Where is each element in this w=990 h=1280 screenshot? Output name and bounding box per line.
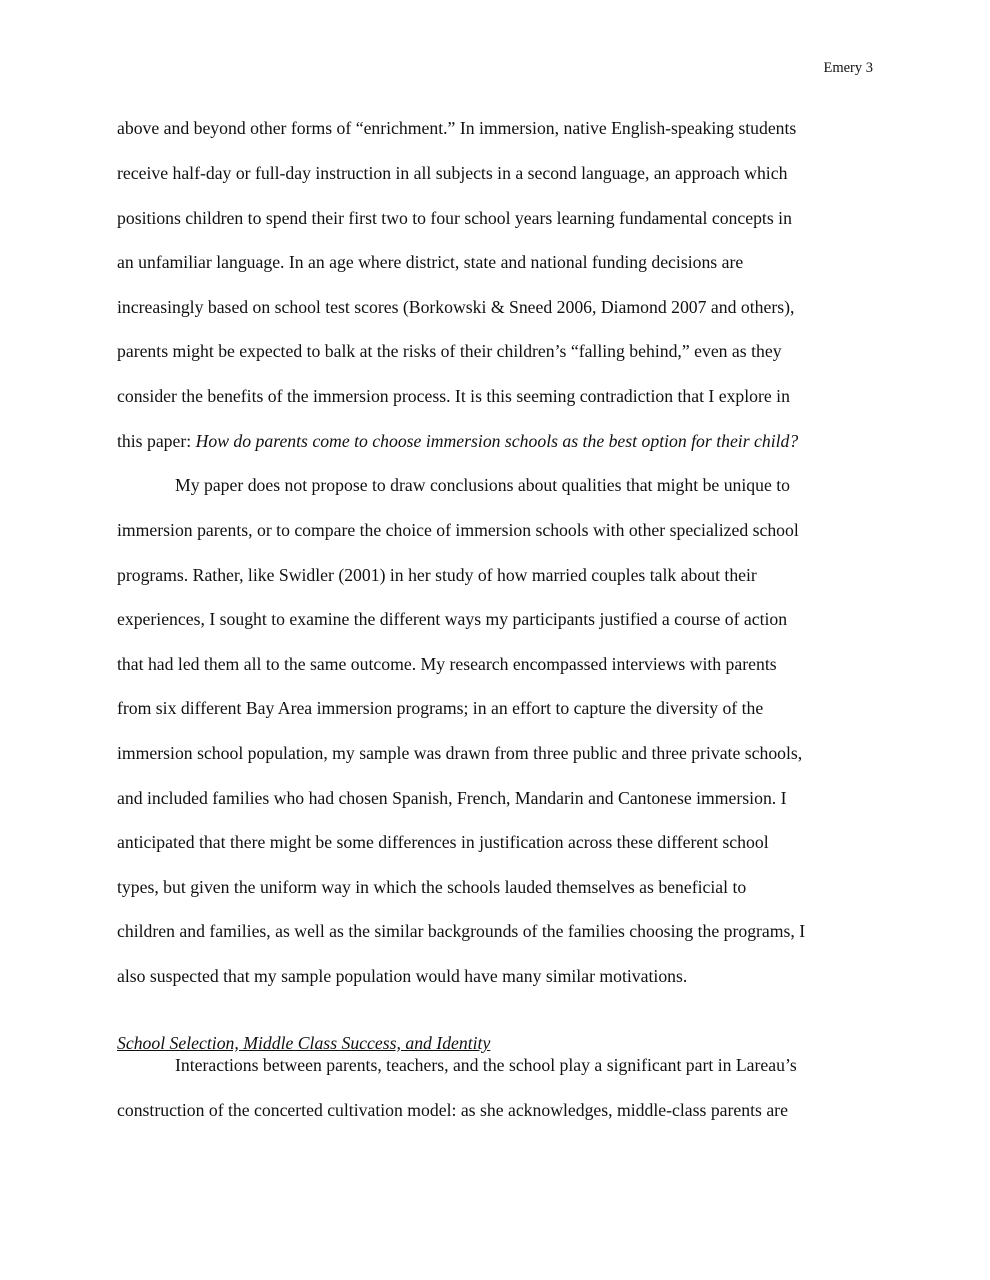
text-line: construction of the concerted cultivation model: as she acknowledges, middle-class parents are (117, 1100, 788, 1120)
text-line: that had led them all to the same outcome. My research encompassed interviews with parents (117, 654, 777, 674)
text-line: anticipated that there might be some differences in justification across these different school (117, 832, 769, 852)
text-line (117, 430, 798, 452)
research-question: How do parents come to choose immersion schools as the best option for their child? (195, 431, 799, 451)
text-line: Interactions between parents, teachers, and the school play a significant part in Lareau’s (175, 1055, 797, 1075)
text-line: increasingly based on school test scores (Borkowski & Sneed 2006, Diamond 2007 and others), (117, 297, 795, 317)
text-line: immersion school population, my sample was drawn from three public and three private schools, (117, 743, 803, 763)
text-line: also suspected that my sample population would have many similar motivations. (117, 966, 688, 986)
text-line: parents might be expected to balk at the risks of their children’s “falling behind,” even as they (117, 341, 782, 361)
text-line: programs. Rather, like Swidler (2001) in her study of how married couples talk about their (117, 565, 757, 585)
text-line: from six different Bay Area immersion programs; in an effort to capture the diversity of the (117, 698, 764, 718)
text-line: positions children to spend their first two to four school years learning fundamental concepts in (117, 208, 792, 228)
section-heading: School Selection, Middle Class Success, and Identity (117, 1033, 491, 1053)
text-line: and included families who had chosen Spanish, French, Mandarin and Cantonese immersion. I (117, 788, 787, 808)
text-line: above and beyond other forms of “enrichment.” In immersion, native English-speaking students (117, 118, 797, 138)
running-head: Emery 3 (823, 60, 873, 76)
text-line: children and families, as well as the similar backgrounds of the families choosing the programs, I (117, 921, 806, 941)
text-line: My paper does not propose to draw conclusions about qualities that might be unique to (175, 475, 791, 495)
text-line: receive half-day or full-day instruction in all subjects in a second language, an approach which (117, 163, 788, 183)
text-fragment: this paper: (117, 431, 196, 451)
text-line: consider the benefits of the immersion process. It is this seeming contradiction that I explore in (117, 386, 790, 406)
text-line: experiences, I sought to examine the different ways my participants justified a course of action (117, 609, 788, 629)
text-line: types, but given the uniform way in which the schools lauded themselves as beneficial to (117, 877, 747, 897)
text-line: immersion parents, or to compare the choice of immersion schools with other specialized school (117, 520, 799, 540)
text-line: an unfamiliar language. In an age where district, state and national funding decisions are (117, 252, 744, 272)
